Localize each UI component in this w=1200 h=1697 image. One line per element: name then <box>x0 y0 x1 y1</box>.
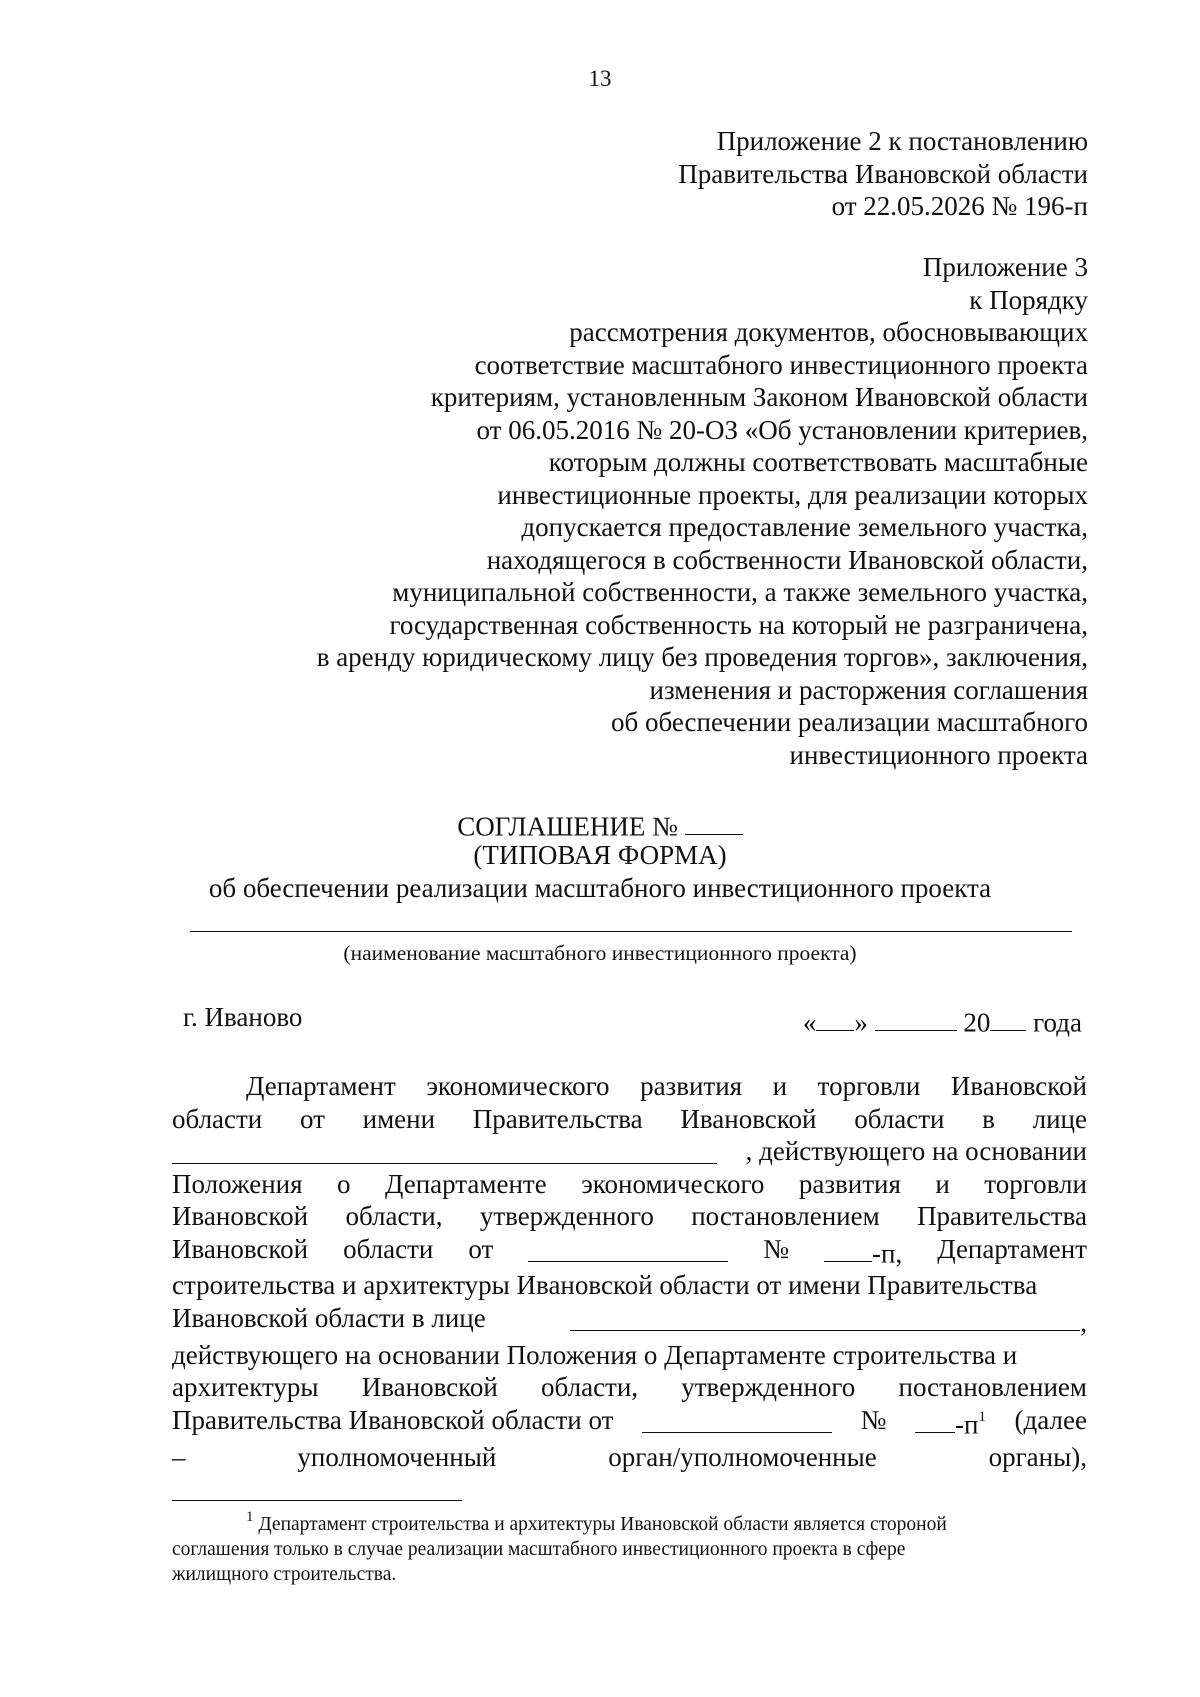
number-blank <box>824 1233 872 1262</box>
body-word: о <box>337 1168 351 1199</box>
appendix-3-line: к Порядку <box>969 284 1088 315</box>
body-word: и <box>772 1071 788 1101</box>
footnote-text: жилищного строительства. <box>172 1564 397 1585</box>
body-line <box>172 1302 1087 1339</box>
appendix-3-line: инвестиционные проекты, для реализации которых <box>497 479 1088 510</box>
body-word: Департамент <box>246 1071 396 1101</box>
body-word: области <box>854 1103 945 1134</box>
appendix-3-line: об обеспечении реализации масштабного <box>611 707 1088 737</box>
quote-open: « <box>802 1007 817 1038</box>
appendix-3-line: соответствие масштабного инвестиционного проекта <box>474 349 1088 380</box>
appendix-3-line: которым должны соответствовать масштабные <box>548 447 1088 477</box>
body-word: развития <box>798 1168 901 1199</box>
body-word: утвержденного <box>479 1201 654 1231</box>
body-line <box>172 1269 1087 1302</box>
body-line <box>172 1404 1087 1441</box>
body-line <box>172 1070 1087 1103</box>
appendix-3-line: муниципальной собственности, а также земельного участка, <box>392 577 1088 607</box>
footnote-separator <box>172 1500 462 1501</box>
agreement-title <box>0 806 1200 842</box>
appendix-3-line: изменения и расторжения соглашения <box>649 674 1088 705</box>
body-text: -п, <box>872 1237 903 1268</box>
body-word: торговли <box>984 1168 1087 1199</box>
body-word: области <box>172 1103 263 1134</box>
body-text: № <box>763 1233 790 1264</box>
page-number: 13 <box>588 66 612 91</box>
appendix-3-line: критериям, установленным Законом Ивановской области <box>430 382 1088 412</box>
footnote-text: Департамент строительства и архитектуры Ивановской области является стороной <box>258 1514 947 1535</box>
month-blank <box>875 1002 957 1031</box>
body-text: Ивановской <box>172 1233 309 1264</box>
date-field <box>803 1002 1082 1038</box>
body-word: постановлением <box>898 1372 1087 1403</box>
body-line <box>172 1339 1087 1372</box>
representative-blank <box>570 1302 1080 1331</box>
appendix-2-header <box>678 125 1088 223</box>
body-word: Ивановской <box>950 1071 1087 1101</box>
agreement-subtitle: (ТИПОВАЯ ФОРМА) <box>473 840 727 870</box>
body-word: утвержденного <box>681 1372 856 1403</box>
body-word: орган/уполномоченные <box>608 1441 877 1472</box>
body-word: и <box>935 1168 950 1199</box>
quote-close: » <box>854 1007 868 1038</box>
project-name-line <box>190 931 1072 932</box>
appendix-3-line: инвестиционного проекта <box>789 739 1088 770</box>
body-word: постановлением <box>691 1201 880 1231</box>
appendix-2-line: Правительства Ивановской области <box>678 158 1088 189</box>
body-text: (далее <box>1014 1404 1087 1435</box>
appendix-3-line: в аренду юридическому лицу без проведения торгов», заключения, <box>316 642 1088 672</box>
body-text: от <box>468 1233 494 1264</box>
body-word: Положения <box>172 1168 303 1199</box>
body-word: архитектуры <box>172 1372 319 1403</box>
agreement-preamble <box>172 1070 1087 1473</box>
body-text: действующего на основании Положения о Департаменте строительства и <box>172 1339 1018 1370</box>
agreement-title-text: СОГЛАШЕНИЕ № <box>457 811 678 842</box>
body-text: Ивановской области в лице <box>172 1302 486 1333</box>
project-name-caption: (наименование масштабного инвестиционного проекта) <box>343 941 857 965</box>
body-line <box>172 1103 1087 1136</box>
body-word: экономического <box>426 1071 610 1101</box>
year-prefix: 20 <box>963 1007 991 1038</box>
body-word: – <box>172 1441 186 1472</box>
body-word: от <box>299 1103 325 1134</box>
representative-blank <box>172 1135 717 1164</box>
body-word: в <box>982 1103 995 1134</box>
body-line <box>172 1168 1087 1201</box>
body-word: Правительства <box>917 1201 1087 1231</box>
body-word: Правительства <box>472 1103 643 1134</box>
body-word: Ивановской <box>172 1201 309 1231</box>
appendix-3-line: рассмотрения документов, обосновывающих <box>569 317 1088 347</box>
body-word: развития <box>640 1071 743 1101</box>
body-text: Правительства Ивановской области от <box>172 1404 614 1435</box>
appendix-2-line: от 22.05.2026 № 196-п <box>831 191 1088 221</box>
body-text: Департамент <box>937 1233 1087 1264</box>
year-suffix: года <box>1033 1007 1082 1038</box>
body-word: Департаменте <box>384 1168 547 1199</box>
body-line <box>172 1233 1087 1270</box>
footnote-text: соглашения только в случае реализации масштабного инвестиционного проекта в сфере <box>172 1539 906 1560</box>
body-word: лице <box>1032 1103 1087 1134</box>
body-line <box>172 1441 1087 1474</box>
body-word: имени <box>362 1103 436 1134</box>
body-word: области, <box>541 1372 639 1403</box>
body-text: -п <box>955 1409 979 1440</box>
appendix-3-line: от 06.05.2016 № 20-ОЗ «Об установлении критериев, <box>476 414 1088 445</box>
body-line <box>172 1135 1087 1168</box>
body-word: Ивановской <box>680 1103 817 1134</box>
appendix-3-line: находящегося в собственности Ивановской области, <box>486 544 1088 575</box>
date-blank <box>642 1404 832 1433</box>
appendix-3-line: допускается предоставление земельного участка, <box>521 512 1088 542</box>
day-blank <box>816 1002 854 1031</box>
agreement-purpose: об обеспечении реализации масштабного инвестиционного проекта <box>208 873 992 903</box>
body-word: органы), <box>988 1441 1087 1472</box>
appendix-3-header <box>317 251 1088 771</box>
body-text: № <box>860 1404 887 1435</box>
body-text: , <box>1080 1307 1087 1338</box>
appendix-2-line: Приложение 2 к постановлению <box>716 126 1088 156</box>
footnote-line <box>172 1508 1087 1537</box>
footnote-line <box>172 1537 1087 1562</box>
body-word: экономического <box>581 1168 765 1199</box>
body-line <box>172 1200 1087 1233</box>
body-text: области <box>343 1233 434 1264</box>
year-blank <box>990 1002 1026 1031</box>
footnote <box>172 1508 1087 1587</box>
appendix-3-line: государственная собственность на который не разграничена, <box>389 609 1088 640</box>
agreement-number-blank <box>685 806 743 835</box>
body-word: торговли <box>817 1071 921 1101</box>
body-text: , действующего на основании <box>745 1136 1087 1166</box>
appendix-3-line: Приложение 3 <box>922 252 1088 282</box>
body-word: уполномоченный <box>297 1441 497 1472</box>
body-word: области, <box>345 1201 443 1231</box>
body-line <box>172 1371 1087 1404</box>
body-text: строительства и архитектуры Ивановской области от имени Правительства <box>172 1270 1038 1301</box>
footnote-line <box>172 1562 1087 1587</box>
body-word: Ивановской <box>361 1372 498 1403</box>
number-blank <box>915 1404 955 1433</box>
date-blank <box>528 1233 728 1262</box>
footnote-mark: 1 <box>246 1508 254 1525</box>
footnote-ref[interactable]: 1 <box>978 1409 986 1426</box>
city: г. Иваново <box>183 1002 303 1032</box>
